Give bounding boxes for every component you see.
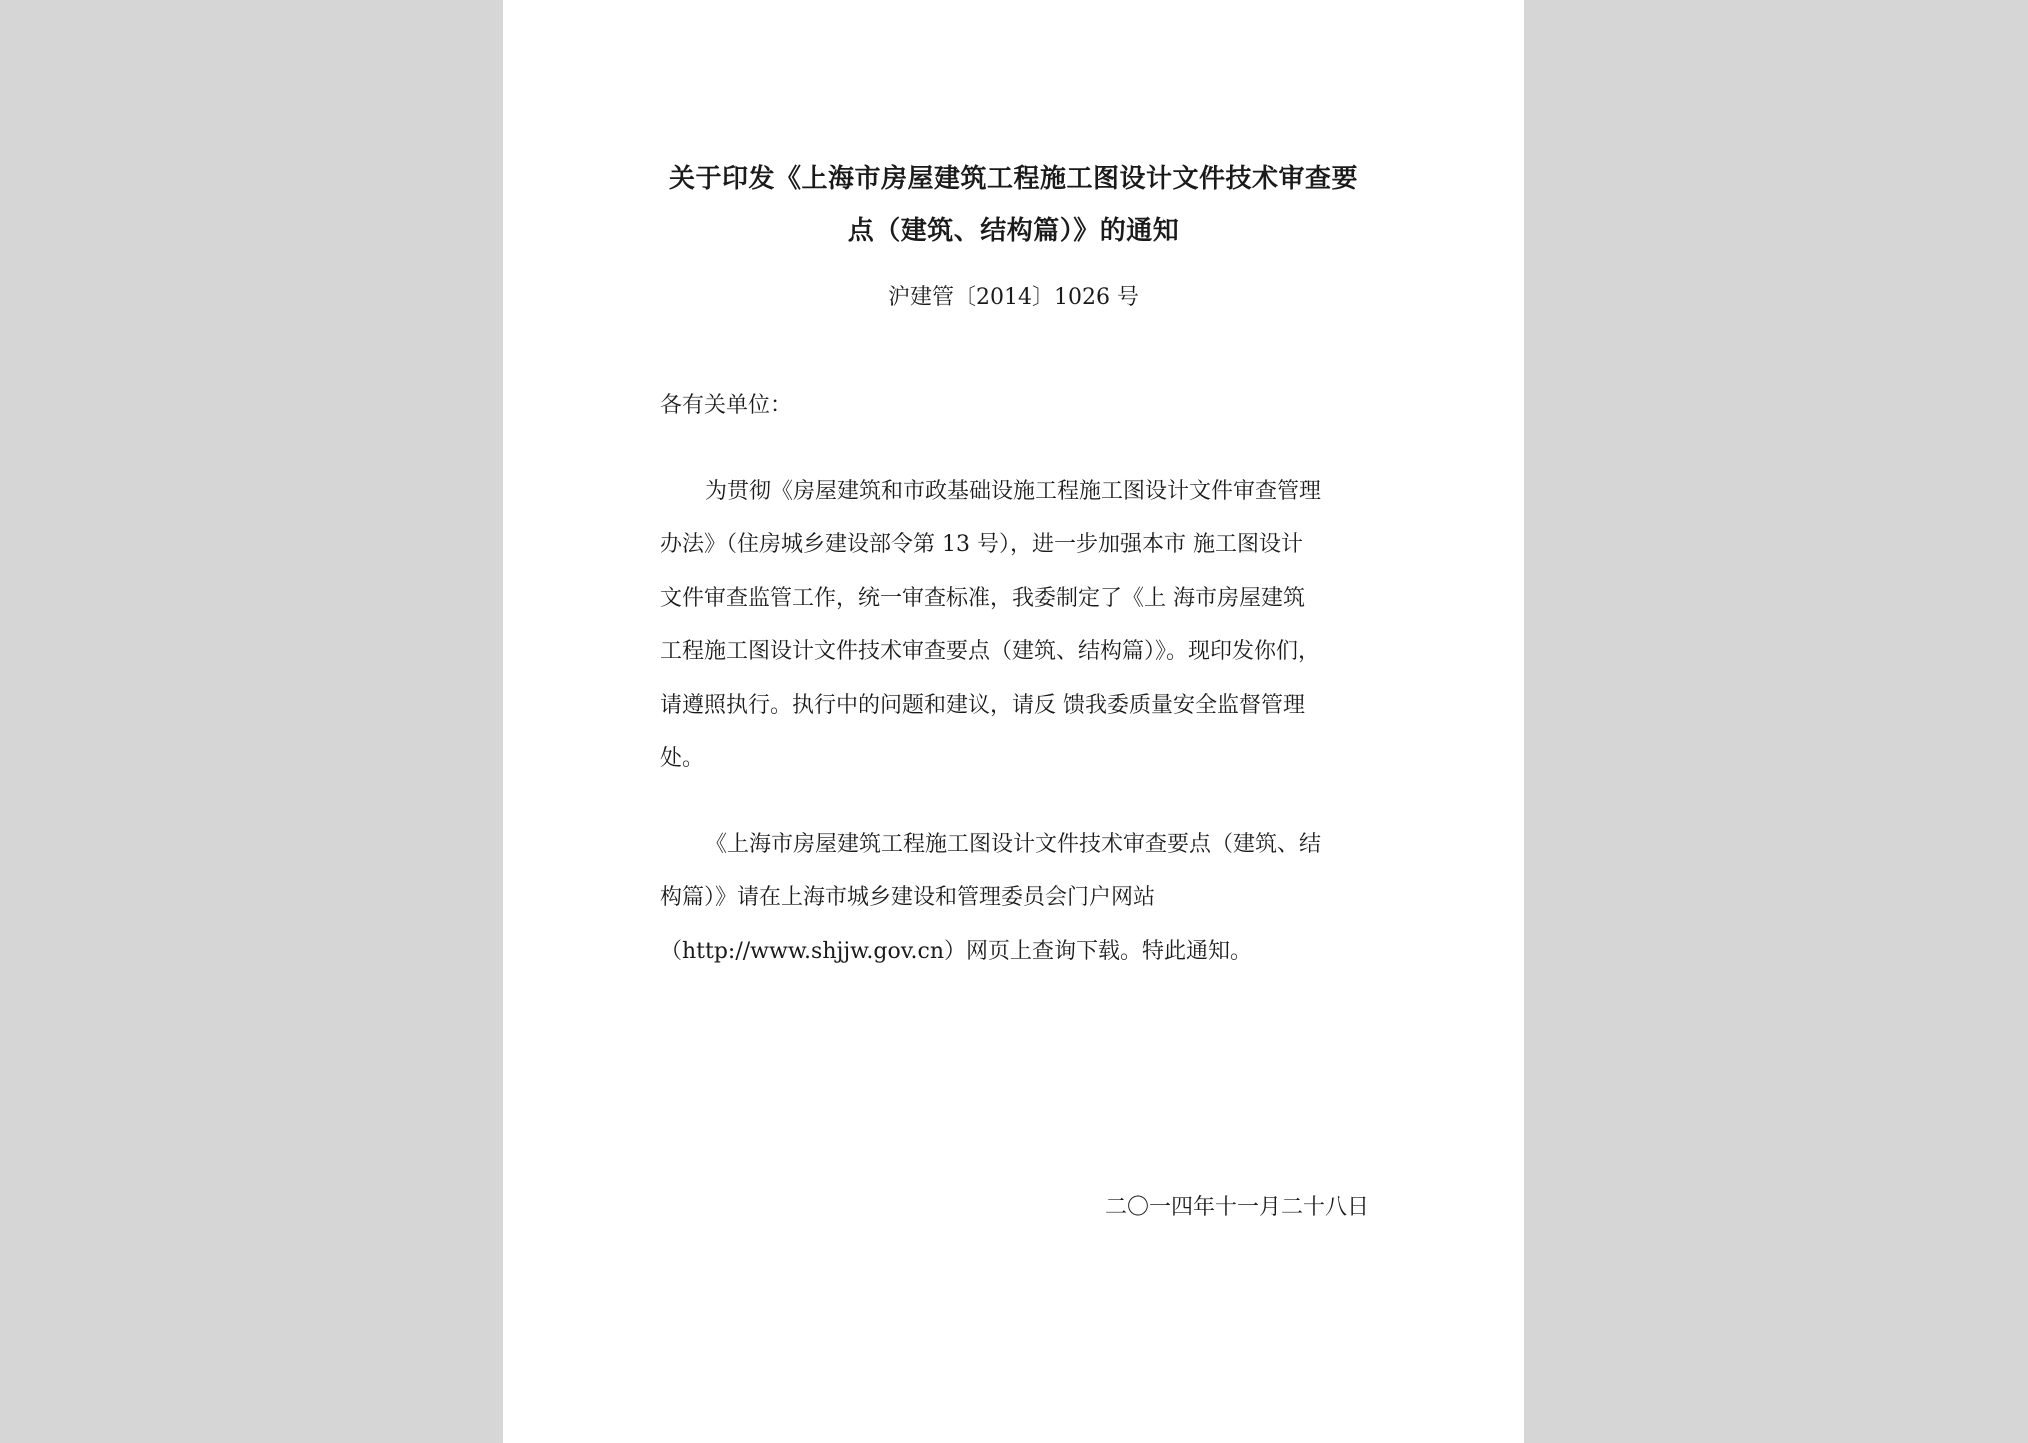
paragraph1-line: 文件审查监管工作，统一审查标准，我委制定了《上 海市房屋建筑	[660, 586, 1305, 611]
document-page	[503, 0, 1524, 1443]
paragraph2-line: 《上海市房屋建筑工程施工图设计文件技术审查要点（建筑、结	[705, 832, 1322, 857]
document-number: 沪建管〔2014〕1026 号	[888, 285, 1139, 310]
paragraph2-line: 构篇）》请在上海市城乡建设和管理委员会门户网站	[660, 885, 1156, 910]
document-date: 二〇一四年十一月二十八日	[1104, 1195, 1369, 1220]
paragraph1-line: 办法》（住房城乡建设部令第 13 号），进一步加强本市 施工图设计	[660, 532, 1303, 557]
salutation: 各有关单位：	[660, 393, 793, 418]
paragraph1-line: 处。	[660, 746, 705, 771]
paragraph2-line: （http://www.shjjw.gov.cn）网页上查询下载。特此通知。	[660, 939, 1252, 964]
document-title-line-2: 点（建筑、结构篇）》的通知	[847, 216, 1180, 246]
document-title-line-1: 关于印发《上海市房屋建筑工程施工图设计文件技术审查要	[668, 164, 1358, 194]
paragraph1-line: 为贯彻《房屋建筑和市政基础设施工程施工图设计文件审查管理	[705, 479, 1322, 504]
paragraph1-line: 请遵照执行。执行中的问题和建议，请反 馈我委质量安全监督管理	[660, 693, 1305, 718]
paragraph1-line: 工程施工图设计文件技术审查要点（建筑、结构篇）》。现印发你们，	[660, 639, 1321, 664]
